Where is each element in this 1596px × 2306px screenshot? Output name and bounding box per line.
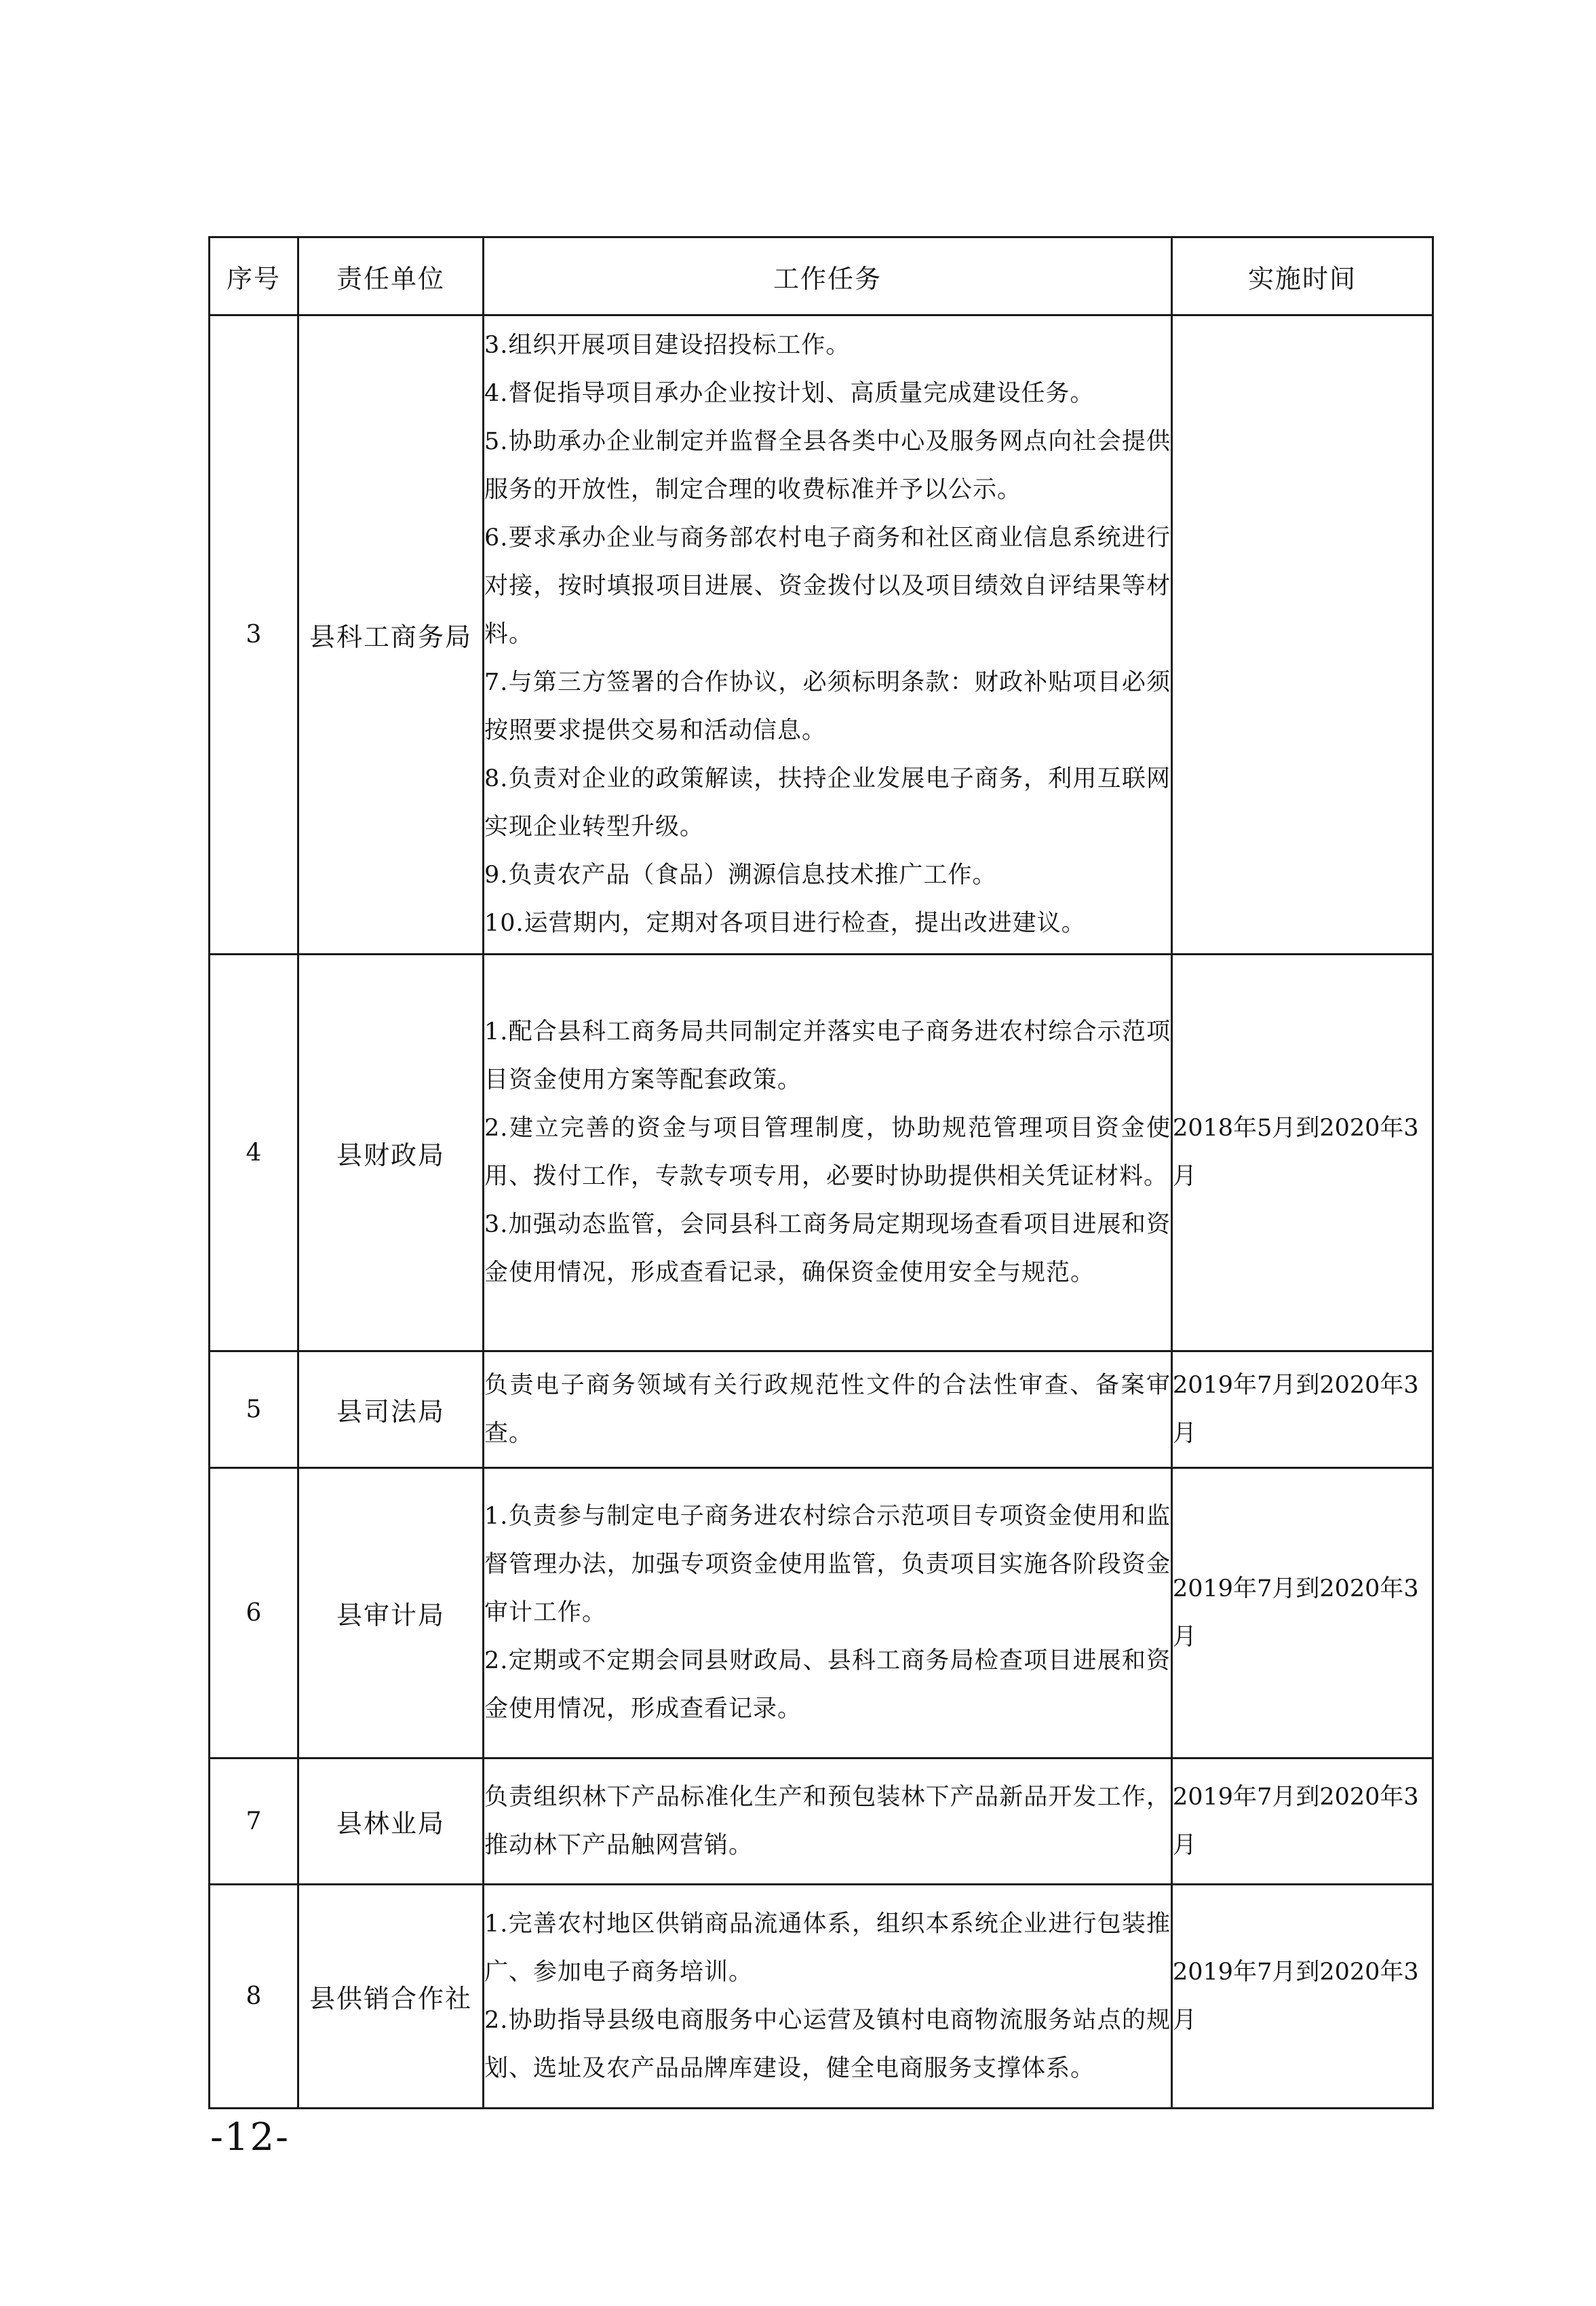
responsibility-table [208,236,1434,2109]
task-item: 10.运营期内，定期对各项目进行检查，提出改进建议。 [484,910,1086,937]
task-item: 2.定期或不定期会同县财政局、县科工商务局检查项目进展和资金使用情况，形成查看记录。 [484,1647,1171,1723]
header-seq: 序号 [210,237,298,315]
task-item: 5.协助承办企业制定并监督全县各类中心及服务网点向社会提供服务的开放性，制定合理的收费标准并予以公示。 [484,428,1171,503]
row-seq: 4 [210,955,298,1351]
task-item: 1.负责参与制定电子商务进农村综合示范项目专项资金使用和监督管理办法，加强专项资金使用监管，负责项目实施各阶段资金审计工作。 [484,1503,1171,1626]
row-tasks [484,955,1172,1351]
row-unit: 县供销合作社 [298,1885,484,2109]
row-seq: 3 [210,315,298,955]
task-item: 7.与第三方签署的合作协议，必须标明条款：财政补贴项目必须按照要求提供交易和活动信息。 [484,669,1171,744]
header-time: 实施时间 [1172,237,1433,315]
row-unit: 县审计局 [298,1468,484,1759]
row-seq: 5 [210,1351,298,1468]
row-unit: 县林业局 [298,1759,484,1885]
row-time [1172,315,1433,955]
row-tasks [484,1351,1172,1468]
row-seq: 6 [210,1468,298,1759]
row-tasks [484,315,1172,955]
row-time: 2019年7月到2020年3月 [1172,1351,1433,1468]
table-row [210,955,1433,1351]
task-item: 4.督促指导项目承办企业按计划、高质量完成建设任务。 [484,380,1095,407]
row-unit: 县司法局 [298,1351,484,1468]
page-number: -12- [210,2115,290,2159]
row-unit: 县科工商务局 [298,315,484,955]
row-seq: 7 [210,1759,298,1885]
row-tasks [484,1759,1172,1885]
task-item: 3.组织开展项目建设招投标工作。 [484,332,851,359]
table-row [210,1468,1433,1759]
table-header-row [210,237,1433,315]
task-item: 1.完善农村地区供销商品流通体系，组织本系统企业进行包装推广、参加电子商务培训。 [484,1910,1171,1986]
table-row [210,1885,1433,2109]
task-item: 负责组织林下产品标准化生产和预包装林下产品新品开发工作，推动林下产品触网营销。 [484,1783,1171,1859]
row-tasks [484,1468,1172,1759]
row-tasks [484,1885,1172,2109]
task-item: 6.要求承办企业与商务部农村电子商务和社区商业信息系统进行对接，按时填报项目进展、资金拨付以及项目绩效自评结果等材料。 [484,524,1171,648]
header-task: 工作任务 [484,237,1172,315]
task-item: 8.负责对企业的政策解读，扶持企业发展电子商务，利用互联网实现企业转型升级。 [484,765,1171,841]
row-time: 2019年7月到2020年3月 [1172,1468,1433,1759]
row-time: 2019年7月到2020年3月 [1172,1885,1433,2109]
row-seq: 8 [210,1885,298,2109]
task-item: 9.负责农产品（食品）溯源信息技术推广工作。 [484,862,997,889]
task-item: 2.建立完善的资金与项目管理制度，协助规范管理项目资金使用、拨付工作，专款专项专用，必要时协助提供相关凭证材料。 [484,1115,1171,1190]
table-row [210,1351,1433,1468]
task-item: 负责电子商务领域有关行政规范性文件的合法性审查、备案审查。 [484,1371,1171,1447]
task-item: 3.加强动态监管，会同县科工商务局定期现场查看项目进展和资金使用情况，形成查看记录，确保资金使用安全与规范。 [484,1211,1171,1286]
header-unit: 责任单位 [298,237,484,315]
row-time: 2018年5月到2020年3月 [1172,955,1433,1351]
row-unit: 县财政局 [298,955,484,1351]
table-row [210,315,1433,955]
table-row [210,1759,1433,1885]
task-item: 1.配合县科工商务局共同制定并落实电子商务进农村综合示范项目资金使用方案等配套政策。 [484,1018,1171,1094]
task-item: 2.协助指导县级电商服务中心运营及镇村电商物流服务站点的规划、选址及农产品品牌库建设，健全电商服务支撑体系。 [484,2006,1171,2082]
row-time: 2019年7月到2020年3月 [1172,1759,1433,1885]
